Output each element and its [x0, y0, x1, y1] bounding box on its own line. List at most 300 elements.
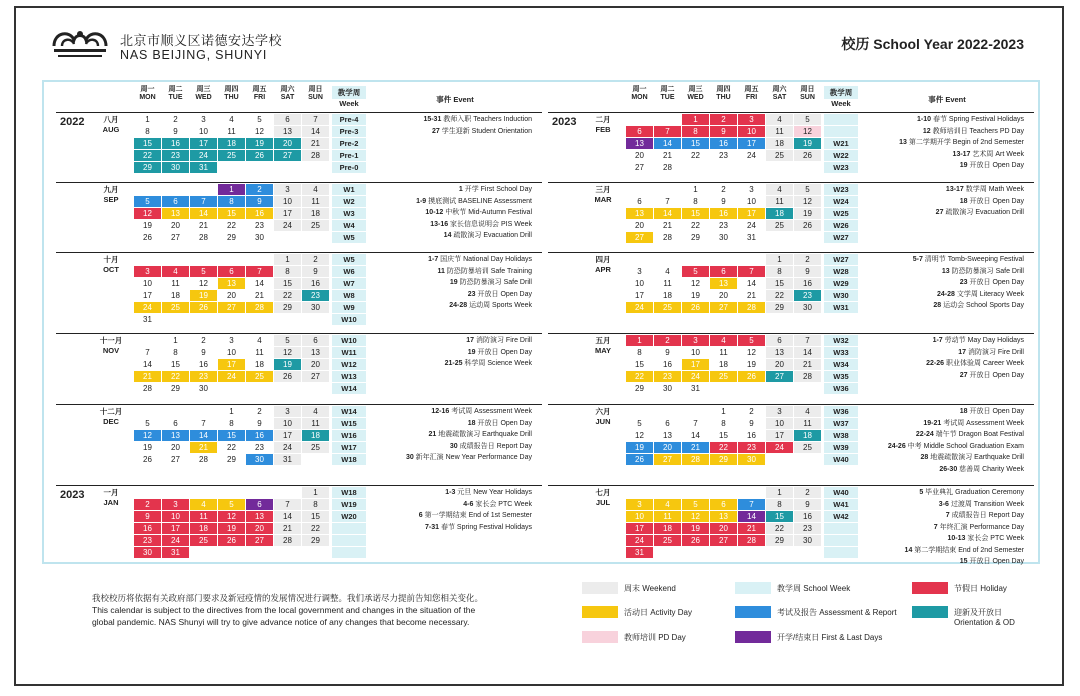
event-line: [937, 289, 1024, 301]
event-line: [923, 418, 1024, 430]
legend-label: Orientation & OD: [954, 618, 1015, 627]
day-cell: 23: [738, 442, 765, 453]
event-date: 1-7: [932, 337, 943, 344]
event-line: [406, 452, 532, 464]
day-cell: 16: [246, 430, 273, 441]
day-cell: 31: [747, 233, 756, 242]
week-number: W19: [332, 499, 366, 510]
day-cell: 30: [794, 535, 821, 546]
week-number: W3: [332, 208, 366, 219]
event-line: [468, 347, 532, 359]
month-name-en: AUG: [102, 125, 120, 134]
day-cell: 1: [766, 254, 793, 265]
day-cell: 7: [794, 335, 821, 346]
day-cell: 4: [794, 406, 821, 417]
day-cell: 17: [274, 208, 301, 219]
event-line: [423, 114, 532, 126]
event-line: [430, 219, 532, 231]
day-cell: 29: [227, 455, 236, 464]
event-text: 劳动节 May Day Holidays: [942, 337, 1024, 344]
year-label: 2023: [60, 489, 85, 501]
week-number: W14: [332, 406, 366, 417]
week-number: W33: [824, 347, 858, 358]
month-name-en: JAN: [103, 498, 119, 507]
day-cell: 23: [255, 443, 264, 452]
day-cell: 21: [794, 359, 821, 370]
month-name-cn: 四月: [595, 255, 611, 264]
event-date: 1-3: [445, 489, 456, 496]
day-cell: 31: [274, 454, 301, 465]
month-separator: [56, 252, 542, 253]
day-cell: 23: [794, 290, 821, 301]
day-cell: 29: [766, 535, 793, 546]
event-line: [449, 300, 532, 312]
month-name: [586, 407, 620, 427]
day-cell: 5: [257, 115, 262, 124]
year-label: 2023: [552, 116, 577, 128]
event-date: 12-16: [431, 408, 450, 415]
day-cell: 19: [143, 443, 152, 452]
event-line: [936, 207, 1024, 219]
day-cell: 3: [274, 406, 301, 417]
event-line: [934, 522, 1024, 534]
day-cell: 5: [738, 335, 765, 346]
week-number: W42: [824, 511, 858, 522]
day-cell: 25: [302, 442, 329, 453]
column-header-en: MON: [631, 94, 648, 101]
week-number: W17: [332, 442, 366, 453]
day-cell: 18: [171, 291, 180, 300]
day-cell: 14: [654, 138, 681, 149]
column-header-en: SAT: [772, 94, 787, 101]
day-cell: 30: [134, 547, 161, 558]
day-cell: 8: [145, 127, 150, 136]
column-header-cn: 周一: [140, 86, 155, 93]
school-name-cn: 北京市顺义区诺德安达学校: [120, 33, 283, 48]
day-cell: 13: [162, 208, 189, 219]
day-cell: 5: [190, 266, 217, 277]
event-date: 3-6: [938, 500, 949, 508]
day-cell: 10: [227, 348, 236, 357]
event-date: 30: [449, 442, 458, 450]
header: [48, 24, 1038, 70]
event-line: [933, 335, 1024, 347]
event-text: 中秋节 Mid-Autumn Festival: [443, 209, 532, 216]
event-line: [445, 487, 532, 499]
day-cell: 13: [710, 511, 737, 522]
week-number: W5: [332, 232, 366, 243]
event-date: 28: [920, 454, 929, 461]
note-en-line1: This calendar is subject to the directives from the local government and changes in the situation of the: [92, 605, 476, 615]
column-header-sun: [794, 86, 821, 102]
month-name: [94, 255, 128, 275]
day-cell: 20: [635, 151, 644, 160]
event-line: [425, 207, 532, 219]
event-date: 10-12: [425, 209, 444, 216]
day-cell: 27: [626, 232, 653, 243]
event-line: [419, 510, 532, 522]
day-cell: 4: [229, 115, 234, 124]
day-cell: 1: [682, 114, 709, 125]
month-separator: [56, 404, 542, 405]
day-cell: 21: [199, 221, 208, 230]
day-cell: 28: [663, 233, 672, 242]
day-cell: 22: [691, 151, 700, 160]
day-cell: 29: [274, 302, 301, 313]
event-line: [428, 254, 532, 266]
day-cell: 6: [162, 196, 189, 207]
month-name: [586, 115, 620, 135]
event-line: [916, 429, 1024, 441]
legend-label: 迎新及开放日: [954, 608, 1002, 617]
day-cell: 6: [173, 419, 178, 428]
day-cell: 7: [738, 266, 765, 277]
day-cell: 23: [719, 151, 728, 160]
day-cell: 1: [173, 336, 178, 345]
event-line: [899, 137, 1024, 149]
day-cell: 2: [201, 336, 206, 345]
day-cell: 22: [691, 221, 700, 230]
day-cell: 20: [171, 221, 180, 230]
day-cell: 10: [274, 196, 301, 207]
event-line: [431, 406, 532, 418]
day-cell: 15: [682, 138, 709, 149]
day-cell: 31: [162, 547, 189, 558]
day-cell: 27: [654, 454, 681, 465]
day-cell: 2: [173, 115, 178, 124]
day-cell: 22: [162, 371, 189, 382]
column-header-week: [332, 86, 366, 108]
day-cell: 12: [255, 127, 264, 136]
day-cell: 24: [626, 302, 653, 313]
day-cell: 21: [134, 371, 161, 382]
event-date: 19: [467, 348, 476, 356]
day-cell: 17: [218, 359, 245, 370]
event-date: 21: [428, 431, 437, 438]
event-text: 年终汇演 Performance Day: [937, 523, 1024, 531]
column-header-en: WED: [687, 94, 704, 101]
day-cell: 12: [134, 430, 161, 441]
day-cell: 24: [682, 371, 709, 382]
day-cell: 7: [201, 419, 206, 428]
day-cell: 8: [302, 499, 329, 510]
week-number: [332, 547, 366, 558]
day-cell: 9: [173, 127, 178, 136]
event-text: 疏散演习 Evacuation Drill: [943, 209, 1024, 216]
day-cell: 19: [682, 523, 709, 534]
event-date: 28: [933, 302, 942, 309]
day-cell: 22: [134, 150, 161, 161]
event-date: 13: [941, 267, 950, 275]
day-cell: 25: [302, 220, 329, 231]
column-header-cn: 周六: [772, 86, 787, 93]
day-cell: 20: [171, 443, 180, 452]
event-line: [468, 418, 532, 430]
day-cell: 22: [227, 443, 236, 452]
column-header-cn: 周五: [744, 86, 759, 93]
day-cell: 30: [199, 384, 208, 393]
column-header-fri: [246, 86, 273, 102]
day-cell: 20: [227, 291, 236, 300]
day-cell: 18: [190, 523, 217, 534]
month-name-cn: 十一月: [99, 336, 123, 345]
week-number: W25: [824, 208, 858, 219]
day-cell: 28: [199, 233, 208, 242]
day-cell: 12: [134, 208, 161, 219]
event-text: 中考 Middle School Graduation Exam: [905, 442, 1024, 450]
event-line: [888, 441, 1024, 453]
day-cell: 9: [665, 348, 670, 357]
event-text: 开放日 Open Day: [967, 162, 1024, 169]
event-line: [437, 266, 532, 278]
month-name-en: MAY: [595, 346, 611, 355]
day-cell: 9: [257, 419, 262, 428]
week-number: Pre-4: [332, 114, 366, 125]
day-cell: 24: [747, 151, 756, 160]
event-line: [953, 149, 1024, 161]
event-text: 科学周 Science Week: [462, 360, 532, 367]
note-cn: 我校校历将依据有关政府部门要求及新冠疫情的发展情况进行调整。我们承诺尽力提前告知您相关变化。: [92, 593, 484, 603]
week-number: [824, 547, 858, 558]
day-cell: 12: [274, 347, 301, 358]
event-line: [960, 556, 1024, 568]
month-name: [94, 185, 128, 205]
day-cell: 15: [682, 208, 709, 219]
day-cell: 23: [794, 523, 821, 534]
day-cell: 25: [766, 150, 793, 161]
event-text: 成绩报告日 Report Day: [457, 442, 532, 450]
day-cell: 3: [738, 114, 765, 125]
day-cell: 17: [766, 430, 793, 441]
day-cell: 25: [766, 220, 793, 231]
day-cell: 8: [637, 348, 642, 357]
day-cell: 21: [738, 523, 765, 534]
day-cell: 2: [721, 185, 726, 194]
event-date: 27: [959, 371, 968, 379]
day-cell: 5: [134, 196, 161, 207]
day-cell: 3: [162, 499, 189, 510]
day-cell: 7: [145, 348, 150, 357]
event-date: 11: [437, 267, 445, 275]
day-cell: 27: [302, 371, 329, 382]
event-line: [463, 499, 532, 511]
day-cell: 14: [190, 208, 217, 219]
day-cell: 3: [229, 336, 234, 345]
event-text: 运动周 Sports Week: [467, 302, 532, 309]
month-name-en: JUN: [595, 417, 611, 426]
month-name-en: SEP: [103, 195, 119, 204]
day-cell: 28: [794, 371, 821, 382]
day-cell: 22: [274, 290, 301, 301]
week-number: W20: [332, 511, 366, 522]
day-cell: 19: [190, 290, 217, 301]
day-cell: 29: [691, 233, 700, 242]
day-cell: 6: [218, 266, 245, 277]
day-cell: 1: [145, 115, 150, 124]
day-cell: 28: [663, 163, 672, 172]
day-cell: 10: [626, 511, 653, 522]
day-cell: 27: [218, 302, 245, 313]
day-cell: 19: [794, 208, 821, 219]
month-name-cn: 九月: [103, 185, 119, 194]
day-cell: 28: [738, 302, 765, 313]
day-cell: 9: [721, 197, 726, 206]
day-cell: 30: [663, 384, 672, 393]
crest-logo-icon: [48, 24, 112, 64]
event-line: [450, 441, 532, 453]
day-cell: 1: [218, 184, 245, 195]
day-cell: 28: [199, 455, 208, 464]
day-cell: 29: [302, 535, 329, 546]
event-text: 防恐防暴演习 Safe Drill: [949, 267, 1024, 275]
column-header-cn: 周四: [224, 86, 239, 93]
day-cell: 21: [747, 291, 756, 300]
day-cell: 14: [747, 279, 756, 288]
day-cell: 6: [766, 335, 793, 346]
month-name-cn: 三月: [595, 185, 611, 194]
event-line: [960, 196, 1024, 208]
day-cell: 24: [190, 150, 217, 161]
day-cell: 25: [218, 150, 245, 161]
day-cell: 30: [738, 454, 765, 465]
day-cell: 27: [274, 150, 301, 161]
day-cell: 21: [190, 442, 217, 453]
event-line: [926, 358, 1024, 370]
day-cell: 22: [766, 523, 793, 534]
event-text: 毕业典礼 Graduation Ceremony: [923, 489, 1024, 496]
event-text: 慈善周 Charity Week: [957, 465, 1024, 473]
month-name: [586, 255, 620, 275]
day-cell: 10: [274, 418, 301, 429]
month-name: [94, 488, 128, 508]
day-cell: 4: [654, 499, 681, 510]
day-cell: 1: [229, 407, 234, 416]
day-cell: 26: [682, 535, 709, 546]
day-cell: 2: [246, 184, 273, 195]
day-cell: 3: [201, 115, 206, 124]
day-cell: 1: [274, 254, 301, 265]
day-cell: 9: [134, 511, 161, 522]
day-cell: 7: [302, 114, 329, 125]
event-text: 考试周 Assessment Week: [941, 419, 1024, 427]
day-cell: 20: [635, 221, 644, 230]
legend-swatch: [912, 582, 948, 594]
day-cell: 27: [635, 163, 644, 172]
event-text: 开放日 Open Day: [967, 197, 1024, 205]
day-cell: 4: [257, 336, 262, 345]
event-date: 17: [958, 348, 967, 356]
event-line: [960, 277, 1024, 289]
day-cell: 17: [738, 138, 765, 149]
day-cell: 15: [134, 138, 161, 149]
column-header-tue: [654, 86, 681, 102]
event-date: 27: [935, 209, 944, 216]
event-line: [958, 347, 1024, 359]
event-line: [939, 499, 1024, 511]
day-cell: 26: [738, 371, 765, 382]
day-cell: 10: [691, 348, 700, 357]
day-cell: 24: [274, 220, 301, 231]
week-number: W38: [824, 430, 858, 441]
day-cell: 27: [710, 535, 737, 546]
event-line: [468, 289, 532, 301]
column-header-en: WED: [195, 94, 212, 101]
column-header-en: SAT: [280, 94, 295, 101]
day-cell: 28: [274, 535, 301, 546]
month-name: [94, 115, 128, 135]
column-header-sun: [302, 86, 329, 102]
day-cell: 12: [747, 348, 756, 357]
day-cell: 12: [635, 431, 644, 440]
day-cell: 7: [693, 419, 698, 428]
legend-label: 活动日 Activity Day: [624, 608, 693, 617]
week-number: W39: [824, 442, 858, 453]
day-cell: 12: [218, 511, 245, 522]
day-cell: 16: [747, 431, 756, 440]
event-date: 12: [922, 127, 931, 135]
event-line: [960, 370, 1024, 382]
week-number: W36: [824, 406, 858, 417]
day-cell: 23: [654, 371, 681, 382]
event-text: 开放日 Open Day: [475, 348, 532, 356]
day-cell: 5: [794, 184, 821, 195]
week-number: W21: [824, 138, 858, 149]
day-cell: 28: [143, 384, 152, 393]
column-header-sat: [274, 86, 301, 102]
week-number: W14: [332, 383, 366, 394]
day-cell: 2: [134, 499, 161, 510]
event-line: [917, 114, 1024, 126]
month-name-en: FEB: [595, 125, 611, 134]
day-cell: 23: [302, 290, 329, 301]
day-cell: 13: [246, 511, 273, 522]
day-cell: 8: [693, 197, 698, 206]
day-cell: 13: [766, 347, 793, 358]
day-cell: 16: [199, 360, 208, 369]
day-cell: 6: [710, 266, 737, 277]
week-number: W41: [824, 499, 858, 510]
week-number: [824, 523, 858, 534]
day-cell: 22: [766, 290, 793, 301]
day-cell: 17: [635, 291, 644, 300]
day-cell: 18: [766, 208, 793, 219]
event-text: 开放日 Open Day: [967, 279, 1024, 286]
column-header-cn: 周四: [716, 86, 731, 93]
legend-label: 教师培训 PD Day: [624, 633, 686, 642]
day-cell: 18: [255, 360, 264, 369]
legend-label: 教学周 School Week: [777, 584, 851, 593]
month-name: [586, 488, 620, 508]
day-cell: 30: [794, 302, 821, 313]
day-cell: 29: [171, 384, 180, 393]
day-cell: 24: [218, 371, 245, 382]
day-cell: 16: [134, 523, 161, 534]
day-cell: 23: [719, 221, 728, 230]
day-cell: 4: [302, 406, 329, 417]
day-cell: 7: [738, 499, 765, 510]
event-line: [919, 487, 1024, 499]
legend-swatch: [582, 631, 618, 643]
day-cell: 27: [171, 233, 180, 242]
legend-swatch: [735, 582, 771, 594]
day-cell: 27: [246, 535, 273, 546]
day-cell: 29: [766, 302, 793, 313]
column-header-en: FRI: [745, 94, 758, 101]
event-text: 开放日 Open Day: [967, 408, 1024, 415]
day-cell: 24: [274, 442, 301, 453]
day-cell: 29: [227, 233, 236, 242]
day-cell: 8: [274, 266, 301, 277]
